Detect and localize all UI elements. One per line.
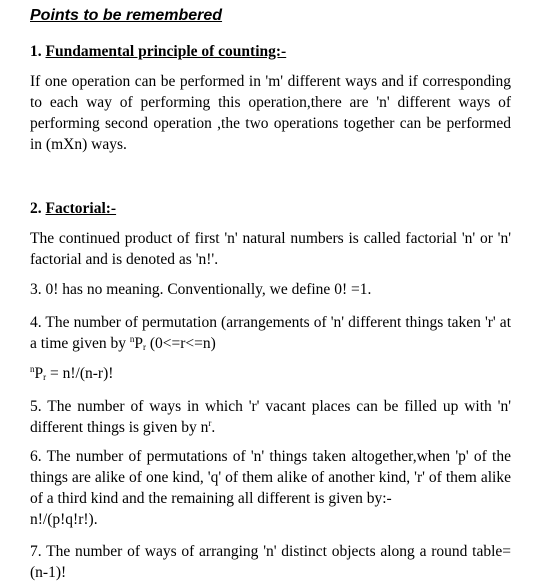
point-5 (30, 396, 511, 438)
formula-sub: r (43, 372, 47, 382)
point-5-text: 5. The number of ways in which 'r' vacant places can be filled up with 'n' different things is given by n (30, 398, 511, 436)
formula-base: P (34, 365, 44, 382)
point-3: 3. 0! has no meaning. Conventionally, we define 0! =1. (30, 281, 372, 298)
point-6-formula: n!/(p!q!r!). (30, 511, 98, 528)
point-4 (30, 312, 511, 354)
section-2-heading (30, 199, 116, 218)
point-4-base: P (134, 335, 143, 352)
point-7: 7. The number of ways of arranging 'n' distinct objects along a round table= (n-1)! (30, 543, 511, 581)
section-1-paragraph: If one operation can be performed in 'm' different ways and if corresponding to each way of performing this operation,there are 'n' different ways of performing second operation ,the two operations together can be performed in (mXn) ways. (30, 73, 511, 153)
point-4-text: 4. The number of permutation (arrangements of 'n' different things taken 'r' at a time given by (30, 314, 511, 352)
permutation-formula (30, 363, 511, 384)
section-1-number: 1. (30, 43, 46, 60)
point-6 (30, 446, 511, 530)
point-4-tail: (0<=r<=n) (146, 335, 216, 352)
section-2-title: Factorial:- (45, 200, 117, 217)
point-6-text: 6. The number of permutations of 'n' things taken altogether,when 'p' of the things are alike of one kind, 'q' of them alike of another kind, 'r' of them alike of a third kind and the remaining all different is given by:- (30, 448, 511, 507)
formula-tail: = n!/(n-r)! (46, 365, 114, 382)
section-2-paragraph: The continued product of first 'n' natural numbers is called factorial 'n' or 'n' factorial and is denoted as 'n!'. (30, 230, 511, 268)
point-5-tail: . (211, 419, 216, 436)
section-2-number: 2. (30, 200, 46, 217)
formula-sup: n (30, 364, 35, 374)
point-4-sub: r (143, 342, 146, 352)
section-1-heading (30, 42, 286, 61)
page-title: Points to be remembered (30, 7, 223, 24)
section-1-title: Fundamental principle of counting:- (45, 43, 287, 60)
point-5-sup: r (208, 418, 212, 428)
point-4-sup: n (129, 334, 135, 344)
